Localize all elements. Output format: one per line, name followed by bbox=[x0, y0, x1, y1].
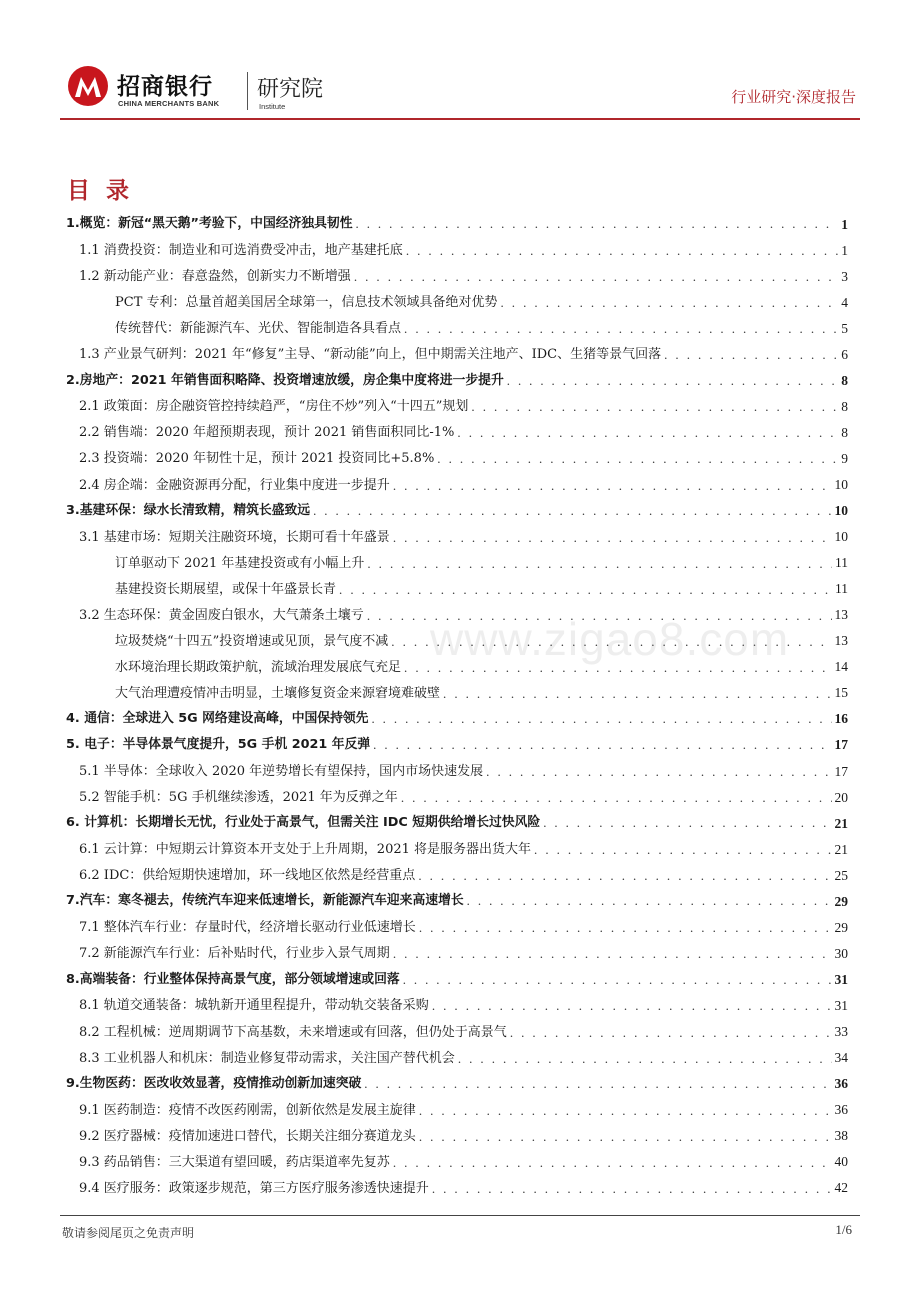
toc-entry-title: 水环境治理长期政策护航，流域治理发展底气充足 bbox=[115, 659, 402, 675]
toc-entry-page: 34 bbox=[834, 1050, 848, 1066]
toc-entry-title: 8.2 工程机械：逆周期调节下高基数，未来增速或有回落，但仍处于高景气 bbox=[79, 1024, 507, 1040]
toc-leader-dots bbox=[354, 270, 838, 283]
toc-entry-page: 30 bbox=[834, 945, 848, 961]
toc-entry[interactable] bbox=[66, 546, 848, 572]
toc-entry-page: 42 bbox=[834, 1180, 848, 1196]
toc-entry[interactable] bbox=[66, 389, 848, 415]
toc-leader-dots bbox=[467, 895, 832, 908]
toc-entry[interactable] bbox=[66, 1145, 848, 1171]
toc-leader-dots bbox=[404, 322, 838, 335]
institute-name: 研究院 bbox=[257, 77, 324, 102]
toc-entry-page: 13 bbox=[834, 633, 848, 649]
toc-entry-page: 11 bbox=[835, 581, 848, 597]
toc-entry-page: 9 bbox=[841, 450, 848, 466]
brand-name-en: CHINA MERCHANTS BANK bbox=[118, 99, 220, 108]
toc-entry-title: 2.3 投资端：2020 年韧性十足，预计 2021 投资同比+5.8% bbox=[79, 451, 435, 467]
institute-name-en: Institute bbox=[259, 102, 286, 111]
toc-entry[interactable] bbox=[66, 728, 848, 754]
toc-entry-page: 10 bbox=[834, 477, 848, 493]
toc-entry-page: 5 bbox=[841, 320, 848, 336]
toc-leader-dots bbox=[403, 974, 832, 987]
toc-leader-dots bbox=[373, 739, 831, 752]
toc-entry-title: 2.房地产：2021 年销售面积略降、投资增速放缓，房企集中度将进一步提升 bbox=[66, 372, 504, 388]
toc-entry[interactable] bbox=[66, 910, 848, 936]
toc-entry-title: 9.4 医疗服务：政策逐步规范，第三方医疗服务渗透快速提升 bbox=[79, 1180, 429, 1196]
toc-entry-page: 21 bbox=[834, 815, 848, 831]
brand-divider bbox=[247, 72, 248, 110]
toc-entry-page: 20 bbox=[834, 789, 848, 805]
toc-entry[interactable] bbox=[66, 962, 848, 988]
toc-leader-dots bbox=[443, 687, 831, 700]
toc-leader-dots bbox=[534, 843, 831, 856]
toc-entry-page: 16 bbox=[834, 711, 848, 727]
toc-entry-title: 基建投资长期展望，或保十年盛景长青 bbox=[115, 581, 337, 597]
watermark: www.zigao8.com bbox=[430, 613, 790, 665]
page-header bbox=[60, 62, 860, 120]
toc-entry-title: 1.2 新动能产业：春意盎然，创新实力不断增强 bbox=[79, 269, 351, 285]
toc-entry-title: 1.1 消费投资：制造业和可选消费受冲击，地产基建托底 bbox=[79, 243, 403, 259]
toc-entry-title: 5. 电子：半导体景气度提升，5G 手机 2021 年反弹 bbox=[66, 737, 371, 753]
toc-entry-title: 9.3 药品销售：三大渠道有望回暖，药店渠道率先复苏 bbox=[79, 1154, 390, 1170]
toc-entry-page: 10 bbox=[834, 529, 848, 545]
toc-leader-dots bbox=[437, 452, 838, 465]
toc-entry-page: 29 bbox=[834, 919, 848, 935]
toc-entry-page: 8 bbox=[841, 398, 848, 414]
toc-entry-page: 15 bbox=[834, 685, 848, 701]
toc-entry-page: 6 bbox=[841, 346, 848, 362]
toc-entry-title: 8.3 工业机器人和机床：制造业修复带动需求，关注国产替代机会 bbox=[79, 1050, 455, 1066]
toc-leader-dots bbox=[419, 921, 832, 934]
toc-leader-dots bbox=[393, 531, 832, 544]
toc-entry-page: 10 bbox=[834, 503, 848, 519]
toc-entry-page: 36 bbox=[834, 1102, 848, 1118]
toc-entry-page: 1 bbox=[841, 242, 848, 258]
toc-leader-dots bbox=[432, 1182, 832, 1195]
toc-entry-page: 29 bbox=[834, 893, 848, 909]
toc-leader-dots bbox=[664, 348, 838, 361]
toc-entry-title: PCT 专利：总量首超美国居全球第一，信息技术领域具备绝对优势 bbox=[115, 295, 498, 311]
toc-entry[interactable] bbox=[66, 1171, 848, 1197]
toc-leader-dots bbox=[510, 1026, 832, 1039]
toc-entry-title: 2.2 销售端：2020 年超预期表现，预计 2021 销售面积同比-1% bbox=[79, 425, 455, 441]
toc-leader-dots bbox=[406, 244, 838, 257]
toc-leader-dots bbox=[367, 557, 832, 570]
toc-entry-title: 5.1 半导体：全球收入 2020 年逆势增长有望保持，国内市场快速发展 bbox=[79, 764, 484, 780]
toc-entry-title: 大气治理遭疫情冲击明显，土壤修复资金来源窘境难破壁 bbox=[115, 685, 441, 701]
toc-entry[interactable] bbox=[66, 1014, 848, 1040]
toc-entry-title: 8.1 轨道交通装备：城轨新开通里程提升，带动轨交装备采购 bbox=[79, 998, 429, 1014]
toc-entry[interactable] bbox=[66, 363, 848, 389]
toc-leader-dots bbox=[393, 479, 832, 492]
toc-entry-page: 3 bbox=[841, 268, 848, 284]
toc-leader-dots bbox=[393, 1156, 832, 1169]
toc-title: 目 录 bbox=[67, 178, 134, 204]
toc-entry[interactable] bbox=[66, 988, 848, 1014]
toc-entry-page: 13 bbox=[834, 607, 848, 623]
toc-leader-dots bbox=[418, 869, 831, 882]
toc-entry[interactable] bbox=[66, 1041, 848, 1067]
toc-entry-page: 38 bbox=[834, 1128, 848, 1144]
toc-leader-dots bbox=[432, 999, 832, 1012]
toc-entry-title: 7.2 新能源汽车行业：后补贴时代，行业步入景气周期 bbox=[79, 946, 390, 962]
toc-leader-dots bbox=[371, 713, 831, 726]
toc-entry-title: 传统替代：新能源汽车、光伏、智能制造各具看点 bbox=[115, 321, 402, 337]
toc-entry-page: 8 bbox=[841, 372, 848, 388]
page-number: 1/6 bbox=[835, 1222, 852, 1237]
toc-entry-page: 8 bbox=[841, 424, 848, 440]
toc-entry-page: 31 bbox=[834, 971, 848, 987]
toc-leader-dots bbox=[419, 1104, 832, 1117]
toc-entry-page: 14 bbox=[834, 659, 848, 675]
toc-leader-dots bbox=[457, 426, 838, 439]
china-merchants-bank-logo-icon bbox=[66, 64, 110, 108]
toc-entry-title: 1.概览：新冠“黑天鹅”考验下，中国经济独具韧性 bbox=[66, 216, 353, 232]
toc-entry[interactable] bbox=[66, 520, 848, 546]
toc-entry[interactable] bbox=[66, 676, 848, 702]
toc-entry-page: 1 bbox=[841, 216, 848, 232]
toc-entry[interactable] bbox=[66, 1093, 848, 1119]
toc-entry[interactable] bbox=[66, 337, 848, 363]
header-divider bbox=[60, 118, 860, 120]
toc-entry[interactable] bbox=[66, 780, 848, 806]
toc-entry[interactable] bbox=[66, 494, 848, 520]
toc-entry-title: 2.1 政策面：房企融资管控持续趋严，“房住不炒”列入“十四五”规划 bbox=[79, 399, 469, 415]
toc-entry-title: 9.2 医疗器械：疫情加速进口替代，长期关注细分赛道龙头 bbox=[79, 1128, 416, 1144]
toc-entry[interactable] bbox=[66, 884, 848, 910]
toc-entry[interactable] bbox=[66, 259, 848, 285]
toc-entry[interactable] bbox=[66, 936, 848, 962]
toc-entry-page: 21 bbox=[834, 841, 848, 857]
brand-name: 招商银行 bbox=[117, 74, 213, 100]
toc-leader-dots bbox=[501, 296, 839, 309]
toc-entry-title: 订单驱动下 2021 年基建投资或有小幅上升 bbox=[115, 555, 365, 571]
toc-entry[interactable] bbox=[66, 285, 848, 311]
toc-entry-page: 11 bbox=[835, 555, 848, 571]
toc-entry[interactable] bbox=[66, 441, 848, 467]
toc-leader-dots bbox=[401, 791, 832, 804]
toc-leader-dots bbox=[339, 583, 832, 596]
toc-entry[interactable] bbox=[66, 832, 848, 858]
toc-leader-dots bbox=[313, 505, 831, 518]
toc-entry[interactable] bbox=[66, 311, 848, 337]
toc-entry-page: 40 bbox=[834, 1154, 848, 1170]
toc-entry-page: 4 bbox=[841, 294, 848, 310]
toc-entry-title: 7.1 整体汽车行业：存量时代，经济增长驱动行业低速增长 bbox=[79, 920, 416, 936]
toc-entry-title: 7.汽车：寒冬褪去，传统汽车迎来低速增长，新能源汽车迎来高速增长 bbox=[66, 893, 464, 909]
toc-entry[interactable] bbox=[66, 415, 848, 441]
toc-entry-title: 3.基建环保：绿水长清致精，精筑长盛致远 bbox=[66, 502, 311, 518]
toc-entry[interactable] bbox=[66, 754, 848, 780]
toc-leader-dots bbox=[458, 1052, 832, 1065]
toc-leader-dots bbox=[393, 947, 832, 960]
footer-disclaimer: 敬请参阅尾页之免责声明 bbox=[62, 1226, 195, 1240]
toc-entry-page: 17 bbox=[834, 737, 848, 753]
toc-entry-title: 2.4 房企端：金融资源再分配，行业集中度进一步提升 bbox=[79, 477, 390, 493]
toc-entry[interactable] bbox=[66, 806, 848, 832]
toc-entry-title: 1.3 产业景气研判：2021 年“修复”主导、“新动能”向上，但中期需关注地产、IDC、生猪等景气回落 bbox=[79, 347, 662, 363]
toc-entry[interactable] bbox=[66, 858, 848, 884]
toc-entry-title: 3.2 生态环保：黄金固废白银水，大气萧条土壤亏 bbox=[79, 607, 364, 623]
footer-divider bbox=[60, 1215, 860, 1216]
toc-entry[interactable] bbox=[66, 1119, 848, 1145]
toc-entry[interactable] bbox=[66, 572, 848, 598]
toc-leader-dots bbox=[507, 375, 839, 388]
toc-leader-dots bbox=[364, 1078, 831, 1091]
toc-entry-title: 6. 计算机：长期增长无忧，行业处于高景气，但需关注 IDC 短期供给增长过快风险 bbox=[66, 815, 541, 831]
toc-leader-dots bbox=[543, 817, 831, 830]
toc-entry-title: 垃圾焚烧“十四五”投资增速或见顶，景气度不减 bbox=[115, 633, 389, 649]
toc-leader-dots bbox=[486, 765, 831, 778]
toc-entry[interactable] bbox=[66, 207, 848, 233]
toc-entry-title: 3.1 基建市场：短期关注融资环境，长期可看十年盛景 bbox=[79, 529, 390, 545]
toc-entry-title: 6.2 IDC：供给短期快速增加，环一线地区依然是经营重点 bbox=[79, 868, 416, 884]
toc-leader-dots bbox=[356, 218, 839, 231]
toc-entry-title: 8.高端装备：行业整体保持高景气度，部分领域增速或回落 bbox=[66, 971, 400, 987]
toc-entry-page: 33 bbox=[834, 1024, 848, 1039]
toc-entry-page: 36 bbox=[834, 1076, 848, 1092]
toc-entry[interactable] bbox=[66, 1067, 848, 1093]
toc-entry-page: 31 bbox=[834, 997, 848, 1013]
toc-leader-dots bbox=[471, 400, 838, 413]
toc-entry-title: 5.2 智能手机：5G 手机继续渗透，2021 年为反弹之年 bbox=[79, 790, 398, 806]
toc-entry[interactable] bbox=[66, 233, 848, 259]
toc-entry-page: 25 bbox=[834, 867, 848, 883]
toc-entry-title: 9.生物医药：医改收效显著，疫情推动创新加速突破 bbox=[66, 1075, 362, 1091]
toc-entry-page: 17 bbox=[834, 763, 848, 779]
table-of-contents bbox=[66, 207, 848, 1197]
report-type: 行业研究·深度报告 bbox=[731, 88, 856, 106]
toc-entry-title: 4. 通信：全球进入 5G 网络建设高峰，中国保持领先 bbox=[66, 711, 369, 727]
toc-entry[interactable] bbox=[66, 467, 848, 493]
toc-entry-title: 6.1 云计算：中短期云计算资本开支处于上升周期，2021 将是服务器出货大年 bbox=[79, 842, 532, 858]
toc-leader-dots bbox=[419, 1130, 832, 1143]
toc-entry[interactable] bbox=[66, 702, 848, 728]
toc-entry-title: 9.1 医药制造：疫情不改医药刚需，创新依然是发展主旋律 bbox=[79, 1102, 416, 1118]
